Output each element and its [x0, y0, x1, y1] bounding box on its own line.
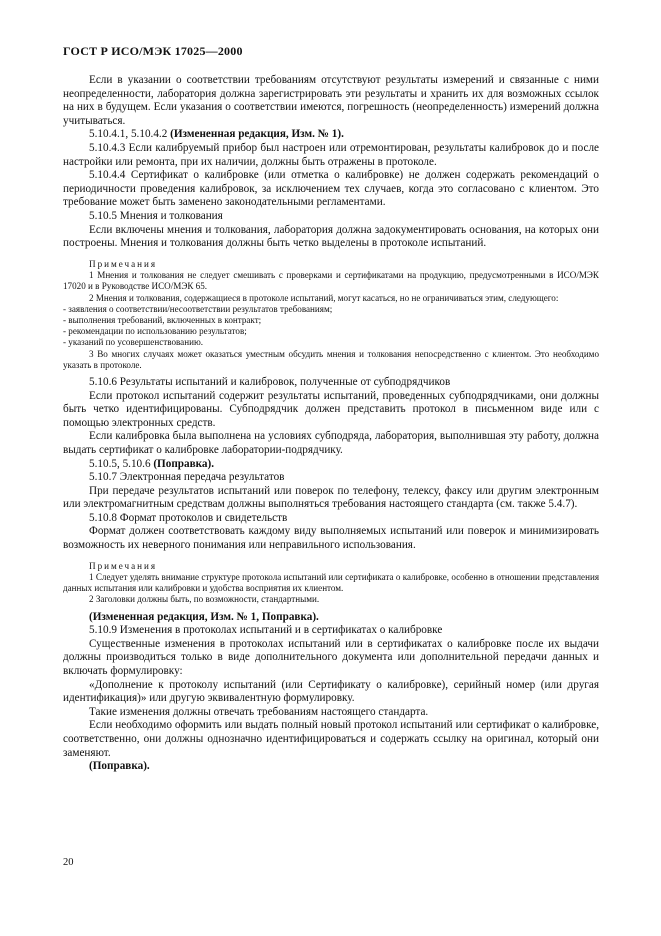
paragraph: Если протокол испытаний содержит результаты испытаний, проведенных субподрядчиками, они должны быть четко идентифицированы. Субподрядчик должен представить протокол в письменном виде или с помощью электронных средств. — [63, 389, 599, 429]
amendment-note: (Измененная редакция, Изм. № 1). — [170, 128, 344, 141]
notes-heading: Примечания — [89, 560, 158, 571]
note-item: 1 Следует уделять внимание структуре протокола испытаний или сертификата о калибровке, особенно в отношении представления данных испытания или калибровки и удобства восприятия их клиентом. — [63, 572, 599, 594]
document-body — [63, 74, 599, 774]
paragraph: Если в указании о соответствии требованиям отсутствуют результаты измерений и связанные с ними неопределенности, лаборатория должна зарегистрировать эти результаты и хранить их для возможных ссылок на них в будущем. Если указания о соответствии имеются, погрешность (неопределенность) измерений должна учитываться. — [63, 74, 599, 127]
clause-heading-5-10-7: 5.10.7 Электронная передача результатов — [89, 471, 285, 484]
note-bullet: - рекомендации по использованию результатов; — [63, 326, 247, 337]
clause-heading-5-10-6: 5.10.6 Результаты испытаний и калибровок, полученные от субподрядчиков — [89, 375, 451, 388]
note-item: 2 Мнения и толкования, содержащиеся в протоколе испытаний, могут касаться, но не ограничиваться этим, следующего: — [89, 292, 559, 303]
paragraph: Такие изменения должны отвечать требованиям настоящего стандарта. — [89, 705, 429, 718]
note-bullet: - указаний по усовершенствованию. — [63, 337, 204, 348]
page-number: 20 — [63, 857, 74, 868]
clause-5-10-4-4: 5.10.4.4 Сертификат о калибровке (или отметка о калибровке) не должен содержать рекомендаций о периодичности проведения калибровок, за исключением тех случаев, когда это согласовано с клиентом. Это требование может быть заменено законодательными регламентами. — [63, 169, 599, 209]
clause-heading-5-10-9: 5.10.9 Изменения в протоколах испытаний и в сертификатах о калибровке — [89, 624, 443, 637]
amendment-line — [63, 128, 599, 142]
quoted-formula: «Дополнение к протоколу испытаний (или Сертификату о калибровке), серийный номер (или другая идентификация)» или другую эквивалентную формулировку. — [63, 678, 599, 705]
amendment-note: (Измененная редакция, Изм. № 1, Поправка). — [89, 610, 319, 623]
note-item: 2 Заголовки должны быть, по возможности, стандартными. — [89, 594, 320, 605]
note-bullet: - заявления о соответствии/несоответствии результатов требованиям; — [63, 303, 333, 314]
clause-refs: 5.10.4.1, 5.10.4.2 — [89, 128, 168, 141]
notes-heading: Примечания — [89, 258, 158, 269]
paragraph: Если включены мнения и толкования, лаборатория должна задокументировать основания, на которых они построены. Мнения и толкования должны быть четко выделены в протоколе испытаний. — [63, 223, 599, 250]
amendment-note: (Поправка). — [89, 760, 150, 773]
clause-heading-5-10-5: 5.10.5 Мнения и толкования — [89, 209, 223, 222]
clause-5-10-4-3: 5.10.4.3 Если калибруемый прибор был настроен или отремонтирован, результаты калибровок до и после настройки или ремонта, при их наличии, должны быть отражены в протоколе. — [63, 141, 599, 168]
note-bullet: - выполнения требований, включенных в контракт; — [63, 314, 262, 325]
clause-heading-5-10-8: 5.10.8 Формат протоколов и свидетельств — [89, 511, 288, 524]
clause-refs: 5.10.5, 5.10.6 — [89, 457, 151, 470]
note-item: 3 Во многих случаях может оказаться уместным обсудить мнения и толкования непосредственно с клиентом. Это необходимо указать в протоколе. — [63, 348, 599, 370]
amendment-line — [63, 458, 599, 472]
paragraph: Формат должен соответствовать каждому виду выполняемых испытаний или поверок и минимизировать возможность их неверного понимания или неправильного использования. — [63, 525, 599, 552]
paragraph: Если необходимо оформить или выдать полный новый протокол испытаний или сертификат о калибровке, соответственно, они должны однозначно идентифицироваться и содержать ссылку на оригинал, который они заменяют. — [63, 719, 599, 759]
paragraph: Существенные изменения в протоколах испытаний или в сертификатах о калибровке после их выдачи должны производиться только в виде дополнительного документа или дополнительной передачи данных и включать формулировку: — [63, 637, 599, 678]
note-item: 1 Мнения и толкования не следует смешивать с проверками и сертификатами на продукцию, предусмотренными в ИСО/МЭК 17020 и в Руководстве ИСО/МЭК 65. — [63, 270, 599, 292]
paragraph: При передаче результатов испытаний или поверок по телефону, телексу, факсу или другим электронным или электромагнитным средствам должны выполняться требования настоящего стандарта (см. также 5.4.7). — [63, 484, 599, 511]
paragraph: Если калибровка была выполнена на условиях субподряда, лаборатория, выполнившая эту работу, должна выдать сертификат о калибровке лаборатории-подрядчику. — [63, 430, 599, 456]
amendment-note: (Поправка). — [153, 457, 215, 470]
running-header: ГОСТ Р ИСО/МЭК 17025—2000 — [63, 44, 243, 58]
